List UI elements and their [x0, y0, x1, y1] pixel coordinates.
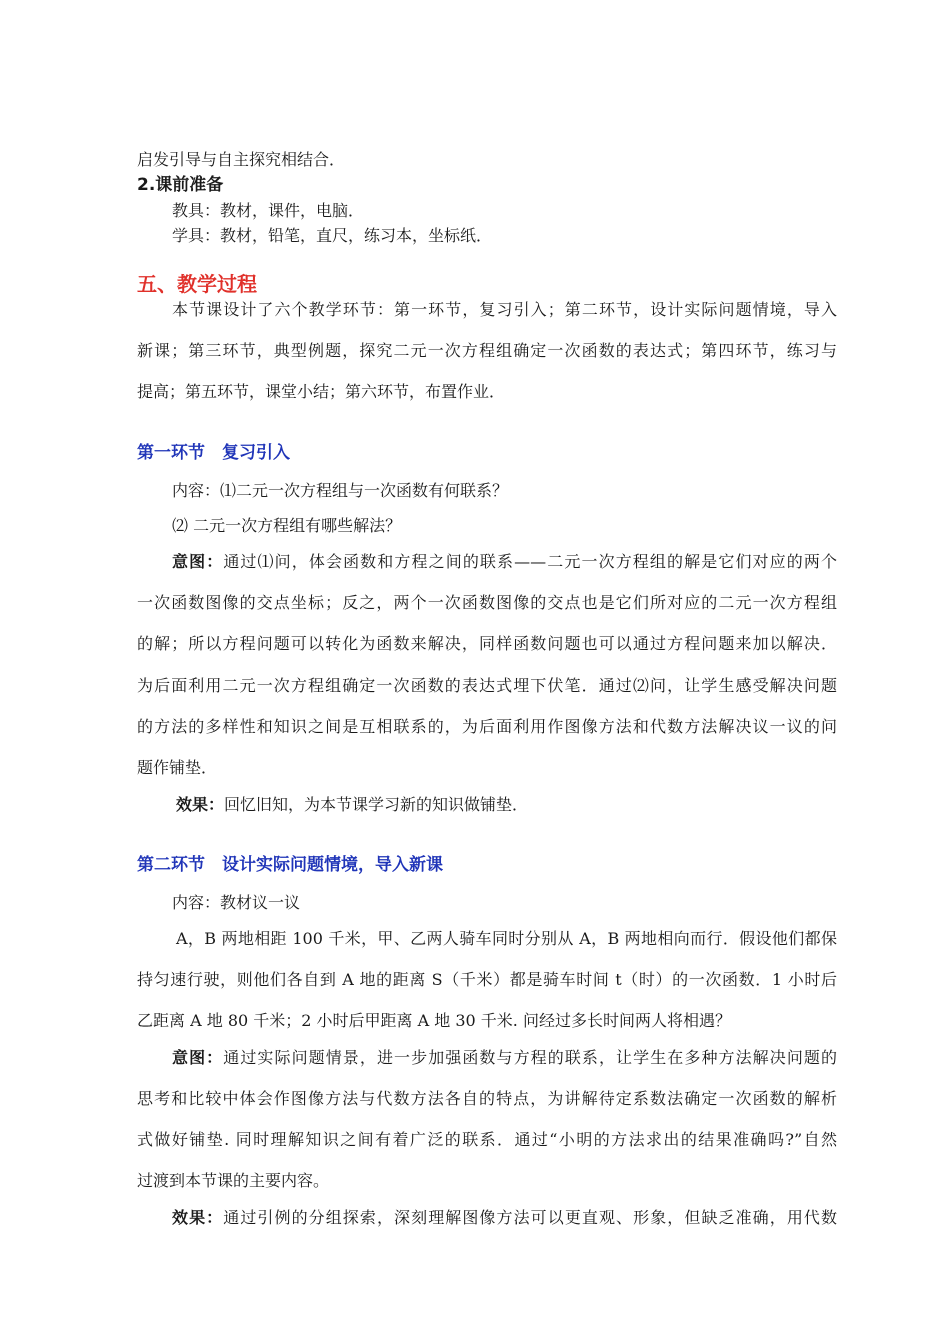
- intent-line: 的方法的多样性和知识之间是互相联系的，为后面利用作图像方法和代数方法解决议一议的问: [137, 717, 837, 736]
- intent-line: 过渡到本节课的主要内容。: [137, 1171, 330, 1190]
- intent-text: 通过⑴问，体会函数和方程之间的联系——二元一次方程组的解是它们对应的两个: [223, 552, 837, 571]
- effect-label: 效果：: [172, 1208, 224, 1227]
- problem-line: 乙距离 A 地 80 千米；2 小时后甲距离 A 地 30 千米. 问经过多长时间两人将相遇？: [137, 1011, 731, 1030]
- intent-line: 为后面利用二元一次方程组确定一次函数的表达式埋下伏笔．通过⑵问，让学生感受解决问题: [137, 676, 837, 695]
- content-line: ⑵ 二元一次方程组有哪些解法？: [172, 516, 402, 535]
- intent-line: 的解；所以方程问题可以转化为函数来解决，同样函数问题也可以通过方程问题来加以解决．: [137, 634, 837, 653]
- effect-text: 通过引例的分组探索，深刻理解图像方法可以更直观、形象，但缺乏准确，用代数: [223, 1208, 837, 1227]
- intent-line: 式做好铺垫. 同时理解知识之间有着广泛的联系．通过“小明的方法求出的结果准确吗?”自然: [137, 1130, 837, 1149]
- teacher-tools-line: 教具：教材，课件，电脑．: [172, 201, 365, 220]
- effect-label: 效果：: [176, 795, 225, 814]
- paragraph-line: 新课；第三环节，典型例题，探究二元一次方程组确定一次函数的表达式；第四环节，练习与: [137, 341, 837, 360]
- text-line: 启发引导与自主探究相结合．: [137, 150, 346, 169]
- intent-line: [172, 552, 837, 572]
- intent-text: 通过实际问题情景，进一步加强函数与方程的联系，让学生在多种方法解决问题的: [223, 1048, 837, 1067]
- intent-line: [172, 1048, 837, 1068]
- subsection-heading-1: 第一环节 复习引入: [137, 443, 290, 463]
- intent-line: 一次函数图像的交点坐标；反之，两个一次函数图像的交点也是它们所对应的二元一次方程组: [137, 593, 837, 612]
- effect-line: [172, 1208, 837, 1228]
- student-tools-line: 学具：教材，铅笔，直尺，练习本，坐标纸．: [172, 226, 493, 245]
- effect-text: 回忆旧知，为本节课学习新的知识做铺垫．: [224, 795, 529, 814]
- section-heading-process: 五、教学过程: [137, 272, 257, 296]
- problem-line: 持匀速行驶，则他们各自到 A 地的距离 S（千米）都是骑车时间 t（时）的一次函数．1 小时后: [137, 970, 837, 989]
- paragraph-line: 提高；第五环节，课堂小结；第六环节，布置作业．: [137, 382, 506, 401]
- intent-line: 思考和比较中体会作图像方法与代数方法各自的特点，为讲解待定系数法确定一次函数的解析: [137, 1089, 837, 1108]
- intent-label: 意图：: [172, 552, 224, 571]
- effect-line: [176, 795, 837, 815]
- section-heading-prep: 2.课前准备: [137, 175, 224, 195]
- paragraph-line: 本节课设计了六个教学环节：第一环节，复习引入；第二环节，设计实际问题情境，导入: [172, 300, 837, 319]
- intent-label: 意图：: [172, 1048, 224, 1067]
- content-line: 内容：教材议一议: [172, 893, 301, 912]
- problem-line: A，B 两地相距 100 千米，甲、乙两人骑车同时分别从 A，B 两地相向而行．假设他们都保: [176, 929, 837, 948]
- content-line: 内容：⑴二元一次方程组与一次函数有何联系？: [172, 481, 509, 500]
- subsection-heading-2: 第二环节 设计实际问题情境，导入新课: [137, 855, 443, 875]
- intent-line: 题作铺垫．: [137, 758, 218, 777]
